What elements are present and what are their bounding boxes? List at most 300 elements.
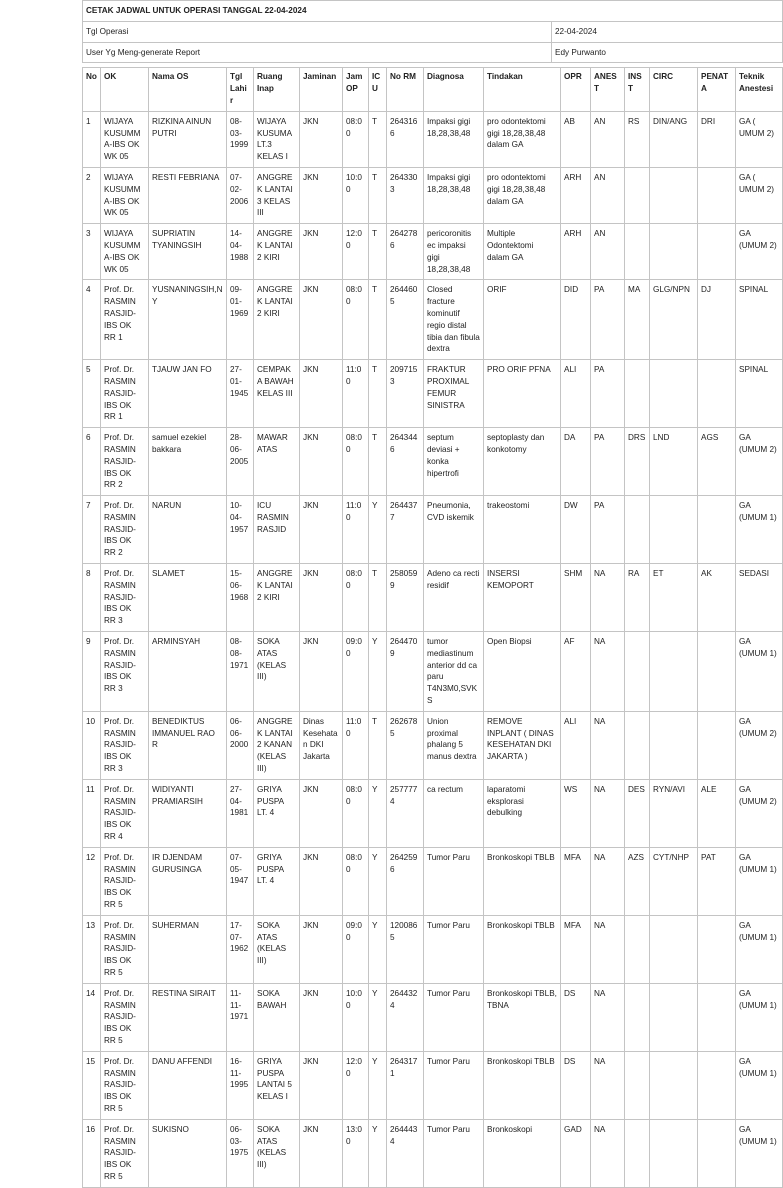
cell-jam-op: 12:00 [343,1051,369,1119]
cell-jam-op: 08:00 [343,564,369,632]
cell-no-rm: 2642786 [387,224,424,280]
cell-penata [698,915,736,983]
cell-jam-op: 13:00 [343,1119,369,1187]
cell-opr: MFA [561,847,591,915]
cell-circ [650,167,698,223]
cell-anest: PA [591,428,625,496]
cell-jam-op: 08:00 [343,779,369,847]
cell-icu: T [369,711,387,779]
cell-diagnosa: Pneumonia, CVD iskemik [424,496,484,564]
cell-jam-op: 09:00 [343,915,369,983]
header-ok: OK [101,68,149,111]
cell-opr: ALI [561,711,591,779]
cell-no-rm: 2644709 [387,632,424,712]
cell-inst: DRS [625,428,650,496]
header-ruang-inap: Ruang Inap [254,68,300,111]
cell-inst [625,632,650,712]
table-row [83,167,783,223]
cell-circ: ET [650,564,698,632]
cell-circ: LND [650,428,698,496]
cell-no: 3 [83,224,101,280]
cell-inst [625,1119,650,1187]
cell-icu: Y [369,1051,387,1119]
cell-no: 11 [83,779,101,847]
cell-penata: ALE [698,779,736,847]
cell-nama-os: SUKISNO [149,1119,227,1187]
cell-ruang-inap: MAWAR ATAS [254,428,300,496]
cell-diagnosa: pericoronitis ec impaksi gigi 18,28,38,48 [424,224,484,280]
cell-opr: DA [561,428,591,496]
operation-date-value: 22-04-2024 [552,21,783,42]
cell-teknik-anestesi: SEDASI [736,564,783,632]
cell-ok: WIJAYA KUSUMMA-IBS OK WK 05 [101,111,149,167]
cell-tgl-lahir: 28-06-2005 [227,428,254,496]
cell-circ: DIN/ANG [650,111,698,167]
cell-diagnosa: Impaksi gigi 18,28,38,48 [424,167,484,223]
cell-anest: NA [591,1119,625,1187]
cell-teknik-anestesi: GA (UMUM 1) [736,632,783,712]
cell-opr: DS [561,1051,591,1119]
table-row [83,632,783,712]
cell-anest: NA [591,847,625,915]
cell-no: 8 [83,564,101,632]
cell-tgl-lahir: 06-03-1975 [227,1119,254,1187]
cell-diagnosa: ca rectum [424,779,484,847]
schedule-header-row [83,68,783,111]
cell-ruang-inap: ANGGREK LANTAI 2 KIRI [254,224,300,280]
cell-icu: T [369,224,387,280]
cell-jam-op: 11:00 [343,360,369,428]
cell-diagnosa: Closed fracture kominutif regio distal tibia dan fibula dextra [424,280,484,360]
table-row [83,1119,783,1187]
cell-anest: PA [591,496,625,564]
cell-opr: DS [561,983,591,1051]
cell-opr: WS [561,779,591,847]
cell-no-rm: 2643171 [387,1051,424,1119]
cell-penata [698,1119,736,1187]
cell-tgl-lahir: 07-05-1947 [227,847,254,915]
cell-tindakan: laparatomi eksplorasi debulking [484,779,561,847]
cell-teknik-anestesi: GA (UMUM 2) [736,779,783,847]
cell-diagnosa: tumor mediastinum anterior dd ca paru T4N3M0,SVKS [424,632,484,712]
cell-penata [698,360,736,428]
cell-anest: NA [591,564,625,632]
cell-no-rm: 2644324 [387,983,424,1051]
cell-nama-os: SUPRIATIN TYANINGSIH [149,224,227,280]
cell-jaminan: JKN [300,983,343,1051]
cell-no: 2 [83,167,101,223]
cell-tindakan: Bronkoskopi TBLB [484,915,561,983]
cell-no: 5 [83,360,101,428]
cell-tindakan: pro odontektomi gigi 18,28,38,48 dalam GA [484,167,561,223]
cell-anest: NA [591,632,625,712]
report-title: CETAK JADWAL UNTUK OPERASI TANGGAL 22-04-2024 [83,1,783,22]
header-jaminan: Jaminan [300,68,343,111]
cell-no: 1 [83,111,101,167]
cell-ok: Prof. Dr. RASMIN RASJID-IBS OK RR 2 [101,496,149,564]
cell-no-rm: 2577774 [387,779,424,847]
cell-opr: ARH [561,167,591,223]
cell-opr: ARH [561,224,591,280]
cell-icu: Y [369,1119,387,1187]
header-anest: ANEST [591,68,625,111]
cell-jam-op: 10:00 [343,983,369,1051]
cell-penata: DJ [698,280,736,360]
cell-jaminan: JKN [300,915,343,983]
cell-tgl-lahir: 08-08-1971 [227,632,254,712]
cell-inst: RA [625,564,650,632]
cell-opr: AB [561,111,591,167]
cell-no-rm: 2626785 [387,711,424,779]
table-row [83,1051,783,1119]
cell-inst: RS [625,111,650,167]
cell-circ [650,496,698,564]
report-page [82,0,782,1188]
cell-no: 10 [83,711,101,779]
cell-icu: T [369,564,387,632]
report-user-row [83,42,783,63]
cell-inst [625,915,650,983]
cell-ok: Prof. Dr. RASMIN RASJID-IBS OK RR 3 [101,711,149,779]
cell-tindakan: pro odontektomi gigi 18,28,38,48 dalam GA [484,111,561,167]
header-penata: PENATA [698,68,736,111]
cell-ok: WIJAYA KUSUMMA-IBS OK WK 05 [101,224,149,280]
cell-ruang-inap: SOKA ATAS (KELAS III) [254,915,300,983]
cell-ruang-inap: ANGGREK LANTAI 3 KELAS III [254,167,300,223]
cell-penata [698,1051,736,1119]
cell-inst [625,711,650,779]
cell-nama-os: WIDIYANTI PRAMIARSIH [149,779,227,847]
cell-jaminan: JKN [300,564,343,632]
cell-nama-os: RIZKINA AINUN PUTRI [149,111,227,167]
cell-jaminan: JKN [300,360,343,428]
cell-opr: AF [561,632,591,712]
cell-tgl-lahir: 10-04-1957 [227,496,254,564]
cell-tindakan: Open Biopsi [484,632,561,712]
cell-no: 14 [83,983,101,1051]
cell-ok: Prof. Dr. RASMIN RASJID-IBS OK RR 2 [101,428,149,496]
cell-circ [650,224,698,280]
cell-tindakan: Multiple Odontektomi dalam GA [484,224,561,280]
header-circ: CIRC [650,68,698,111]
cell-ruang-inap: ANGGREK LANTAI 2 KANAN (KELAS III) [254,711,300,779]
cell-no: 15 [83,1051,101,1119]
cell-ruang-inap: ICU RASMIN RASJID [254,496,300,564]
cell-no-rm: 2643446 [387,428,424,496]
operation-date-label: Tgl Operasi [83,21,552,42]
cell-opr: ALI [561,360,591,428]
table-row [83,111,783,167]
cell-inst [625,167,650,223]
cell-diagnosa: Adeno ca recti residif [424,564,484,632]
cell-anest: AN [591,167,625,223]
cell-diagnosa: FRAKTUR PROXIMAL FEMUR SINISTRA [424,360,484,428]
cell-no: 16 [83,1119,101,1187]
cell-opr: MFA [561,915,591,983]
cell-ok: Prof. Dr. RASMIN RASJID-IBS OK RR 5 [101,1051,149,1119]
table-row [83,915,783,983]
cell-circ [650,983,698,1051]
operation-date-row [83,21,783,42]
cell-nama-os: ARMINSYAH [149,632,227,712]
cell-jam-op: 11:00 [343,496,369,564]
cell-circ [650,360,698,428]
header-icu: ICU [369,68,387,111]
cell-ruang-inap: SOKA ATAS (KELAS III) [254,1119,300,1187]
cell-tindakan: ORIF [484,280,561,360]
cell-icu: Y [369,847,387,915]
cell-tgl-lahir: 11-11-1971 [227,983,254,1051]
cell-inst [625,983,650,1051]
cell-tgl-lahir: 08-03-1999 [227,111,254,167]
cell-no: 12 [83,847,101,915]
cell-penata: AK [698,564,736,632]
cell-ruang-inap: GRIYA PUSPA LT. 4 [254,847,300,915]
cell-ruang-inap: ANGGREK LANTAI 2 KIRI [254,564,300,632]
cell-diagnosa: Tumor Paru [424,983,484,1051]
cell-nama-os: RESTINA SIRAIT [149,983,227,1051]
cell-teknik-anestesi: GA (UMUM 1) [736,496,783,564]
header-inst: INST [625,68,650,111]
cell-tindakan: REMOVE INPLANT ( DINAS KESEHATAN DKI JAKARTA ) [484,711,561,779]
cell-anest: NA [591,779,625,847]
cell-inst: DES [625,779,650,847]
cell-tgl-lahir: 16-11-1995 [227,1051,254,1119]
table-row [83,983,783,1051]
table-row [83,847,783,915]
cell-inst [625,224,650,280]
cell-no: 13 [83,915,101,983]
cell-tgl-lahir: 17-07-1962 [227,915,254,983]
cell-circ [650,915,698,983]
cell-jaminan: JKN [300,428,343,496]
cell-penata [698,711,736,779]
header-jam-op: Jam OP [343,68,369,111]
report-title-row [83,1,783,22]
table-row [83,496,783,564]
cell-diagnosa: septum deviasi + konka hipertrofi [424,428,484,496]
cell-jaminan: JKN [300,224,343,280]
cell-inst: MA [625,280,650,360]
report-user-value: Edy Purwanto [552,42,783,63]
cell-no-rm: 2097153 [387,360,424,428]
cell-ruang-inap: WIJAYA KUSUMA LT.3 KELAS I [254,111,300,167]
cell-ok: Prof. Dr. RASMIN RASJID-IBS OK RR 5 [101,983,149,1051]
cell-anest: NA [591,915,625,983]
cell-ok: Prof. Dr. RASMIN RASJID-IBS OK RR 5 [101,847,149,915]
cell-nama-os: RESTI FEBRIANA [149,167,227,223]
cell-circ: GLG/NPN [650,280,698,360]
cell-ruang-inap: SOKA ATAS (KELAS III) [254,632,300,712]
cell-circ [650,632,698,712]
cell-jaminan: Dinas Kesehatan DKI Jakarta [300,711,343,779]
cell-teknik-anestesi: GA (UMUM 1) [736,1051,783,1119]
cell-nama-os: TJAUW JAN FO [149,360,227,428]
cell-icu: T [369,360,387,428]
cell-penata [698,632,736,712]
cell-anest: NA [591,983,625,1051]
report-header-table [82,0,783,63]
cell-ok: Prof. Dr. RASMIN RASJID-IBS OK RR 4 [101,779,149,847]
cell-icu: T [369,428,387,496]
cell-ruang-inap: ANGGREK LANTAI 2 KIRI [254,280,300,360]
cell-teknik-anestesi: GA ( UMUM 2) [736,111,783,167]
cell-tindakan: Bronkoskopi TBLB [484,1051,561,1119]
cell-teknik-anestesi: GA (UMUM 2) [736,711,783,779]
cell-tindakan: septoplasty dan konkotomy [484,428,561,496]
cell-circ [650,711,698,779]
cell-jam-op: 08:00 [343,428,369,496]
header-teknik-anestesi: Teknik Anestesi [736,68,783,111]
cell-ruang-inap: CEMPAKA BAWAH KELAS III [254,360,300,428]
cell-no-rm: 2644377 [387,496,424,564]
cell-opr: DID [561,280,591,360]
cell-nama-os: YUSNANINGSIH,NY [149,280,227,360]
cell-tindakan: Bronkoskopi TBLB [484,847,561,915]
cell-jam-op: 11:00 [343,711,369,779]
cell-teknik-anestesi: GA (UMUM 2) [736,224,783,280]
cell-no-rm: 2644434 [387,1119,424,1187]
cell-ok: Prof. Dr. RASMIN RASJID-IBS OK RR 1 [101,280,149,360]
cell-anest: NA [591,1051,625,1119]
cell-tindakan: Bronkoskopi TBLB, TBNA [484,983,561,1051]
cell-diagnosa: Impaksi gigi 18,28,38,48 [424,111,484,167]
cell-diagnosa: Tumor Paru [424,847,484,915]
cell-diagnosa: Union proximal phalang 5 manus dextra [424,711,484,779]
cell-ruang-inap: SOKA BAWAH [254,983,300,1051]
cell-nama-os: IR DJENDAM GURUSINGA [149,847,227,915]
cell-tindakan: trakeostomi [484,496,561,564]
cell-penata [698,224,736,280]
cell-diagnosa: Tumor Paru [424,1119,484,1187]
cell-icu: Y [369,915,387,983]
cell-circ [650,1051,698,1119]
cell-jaminan: JKN [300,779,343,847]
cell-jam-op: 09:00 [343,632,369,712]
cell-icu: T [369,167,387,223]
cell-teknik-anestesi: GA (UMUM 1) [736,847,783,915]
cell-circ: RYN/AVI [650,779,698,847]
cell-no-rm: 2643166 [387,111,424,167]
cell-icu: Y [369,496,387,564]
cell-tindakan: PRO ORIF PFNA [484,360,561,428]
cell-nama-os: NARUN [149,496,227,564]
cell-no-rm: 2642596 [387,847,424,915]
cell-ok: Prof. Dr. RASMIN RASJID-IBS OK RR 3 [101,632,149,712]
table-row [83,428,783,496]
cell-tgl-lahir: 14-04-1988 [227,224,254,280]
cell-ok: Prof. Dr. RASMIN RASJID-IBS OK RR 5 [101,915,149,983]
cell-nama-os: SUHERMAN [149,915,227,983]
cell-jaminan: JKN [300,847,343,915]
cell-no-rm: 2644605 [387,280,424,360]
cell-anest: PA [591,360,625,428]
cell-diagnosa: Tumor Paru [424,1051,484,1119]
schedule-table [82,67,783,1187]
header-diagnosa: Diagnosa [424,68,484,111]
cell-tgl-lahir: 06-06-2000 [227,711,254,779]
cell-opr: SHM [561,564,591,632]
cell-icu: T [369,280,387,360]
cell-jaminan: JKN [300,632,343,712]
table-row [83,360,783,428]
cell-diagnosa: Tumor Paru [424,915,484,983]
cell-inst [625,496,650,564]
cell-nama-os: BENEDIKTUS IMMANUEL RAO R [149,711,227,779]
cell-teknik-anestesi: GA (UMUM 2) [736,428,783,496]
cell-jam-op: 08:00 [343,280,369,360]
cell-tindakan: Bronkoskopi [484,1119,561,1187]
cell-no: 4 [83,280,101,360]
cell-teknik-anestesi: SPINAL [736,360,783,428]
cell-no-rm: 2643303 [387,167,424,223]
cell-no-rm: 1200865 [387,915,424,983]
cell-penata: DRI [698,111,736,167]
cell-tgl-lahir: 27-04-1981 [227,779,254,847]
cell-jaminan: JKN [300,167,343,223]
cell-nama-os: DANU AFFENDI [149,1051,227,1119]
cell-jam-op: 08:00 [343,111,369,167]
cell-teknik-anestesi: SPINAL [736,280,783,360]
cell-no: 6 [83,428,101,496]
cell-circ [650,1119,698,1187]
cell-teknik-anestesi: GA (UMUM 1) [736,915,783,983]
cell-penata [698,983,736,1051]
cell-nama-os: SLAMET [149,564,227,632]
cell-anest: PA [591,280,625,360]
cell-anest: AN [591,224,625,280]
cell-tgl-lahir: 07-02-2006 [227,167,254,223]
cell-ruang-inap: GRIYA PUSPA LANTAI 5 KELAS I [254,1051,300,1119]
cell-icu: Y [369,983,387,1051]
table-row [83,224,783,280]
schedule-body [83,111,783,1187]
report-user-label: User Yg Meng-generate Report [83,42,552,63]
cell-jaminan: JKN [300,280,343,360]
header-nama-os: Nama OS [149,68,227,111]
cell-penata: AGS [698,428,736,496]
cell-tindakan: INSERSI KEMOPORT [484,564,561,632]
cell-ruang-inap: GRIYA PUSPA LT. 4 [254,779,300,847]
table-row [83,564,783,632]
cell-ok: Prof. Dr. RASMIN RASJID-IBS OK RR 5 [101,1119,149,1187]
cell-nama-os: samuel ezekiel bakkara [149,428,227,496]
cell-penata [698,167,736,223]
cell-opr: DW [561,496,591,564]
cell-no: 9 [83,632,101,712]
cell-teknik-anestesi: GA (UMUM 1) [736,1119,783,1187]
cell-anest: NA [591,711,625,779]
cell-ok: Prof. Dr. RASMIN RASJID-IBS OK RR 1 [101,360,149,428]
cell-teknik-anestesi: GA (UMUM 1) [736,983,783,1051]
cell-anest: AN [591,111,625,167]
cell-icu: T [369,111,387,167]
cell-jaminan: JKN [300,111,343,167]
cell-teknik-anestesi: GA ( UMUM 2) [736,167,783,223]
table-row [83,280,783,360]
cell-icu: Y [369,632,387,712]
cell-no-rm: 2580599 [387,564,424,632]
cell-penata: PAT [698,847,736,915]
cell-tgl-lahir: 09-01-1969 [227,280,254,360]
cell-jam-op: 08:00 [343,847,369,915]
cell-jaminan: JKN [300,496,343,564]
header-no-rm: No RM [387,68,424,111]
table-row [83,711,783,779]
header-tgl-lahir: Tgl Lahir [227,68,254,111]
cell-inst: AZS [625,847,650,915]
cell-jaminan: JKN [300,1119,343,1187]
